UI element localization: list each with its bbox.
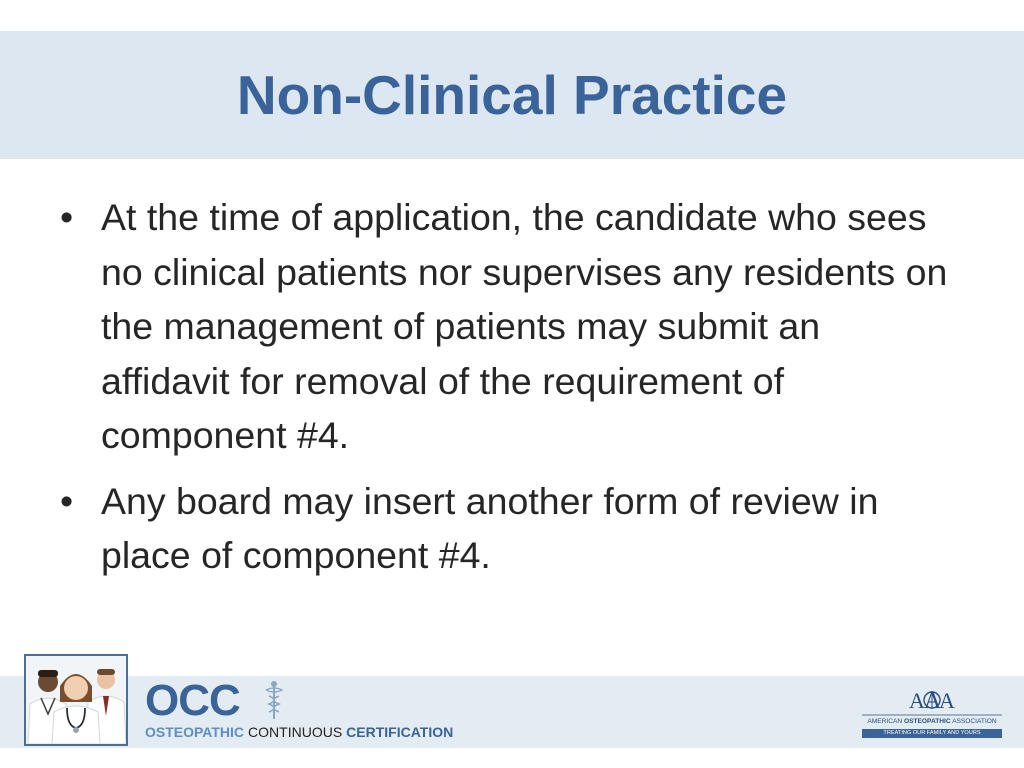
caduceus-icon bbox=[263, 680, 285, 720]
doctors-illustration bbox=[26, 656, 126, 744]
aoa-mark-icon bbox=[862, 684, 1002, 718]
bullet-list bbox=[58, 190, 958, 594]
doctors-photo bbox=[24, 654, 128, 746]
aoa-logo bbox=[862, 684, 1002, 742]
aoa-word-american: AMERICAN bbox=[867, 718, 903, 725]
svg-text:A: A bbox=[909, 688, 925, 713]
occ-word-certification: CERTIFICATION bbox=[346, 724, 454, 740]
slide-title: Non-Clinical Practice bbox=[236, 64, 788, 126]
aoa-word-association: ASSOCIATION bbox=[952, 718, 997, 725]
occ-word-continuous: CONTINUOUS bbox=[248, 724, 343, 740]
bullet-dot: • bbox=[60, 479, 74, 522]
bullet-item bbox=[58, 190, 958, 463]
aoa-tagline: TREATING OUR FAMILY AND YOURS bbox=[862, 729, 1002, 738]
svg-text:A: A bbox=[923, 688, 941, 714]
occ-word-osteopathic: OSTEOPATHIC bbox=[145, 724, 245, 740]
occ-tagline bbox=[145, 723, 453, 741]
aoa-association-name bbox=[862, 718, 1002, 726]
svg-text:A: A bbox=[939, 688, 955, 713]
bullet-dot: • bbox=[60, 196, 74, 238]
bullet-text: Any board may insert another form of review in place of component #4. bbox=[101, 479, 879, 576]
aoa-word-osteopathic: OSTEOPATHIC bbox=[903, 718, 951, 725]
occ-acronym: OCC bbox=[145, 676, 240, 725]
bullet-text: At the time of application, the candidate who sees no clinical patients nor supervises any residents on the management of patients may submit an affidavit for removal of the requirement of component #4. bbox=[101, 196, 948, 456]
bullet-item bbox=[58, 474, 958, 583]
